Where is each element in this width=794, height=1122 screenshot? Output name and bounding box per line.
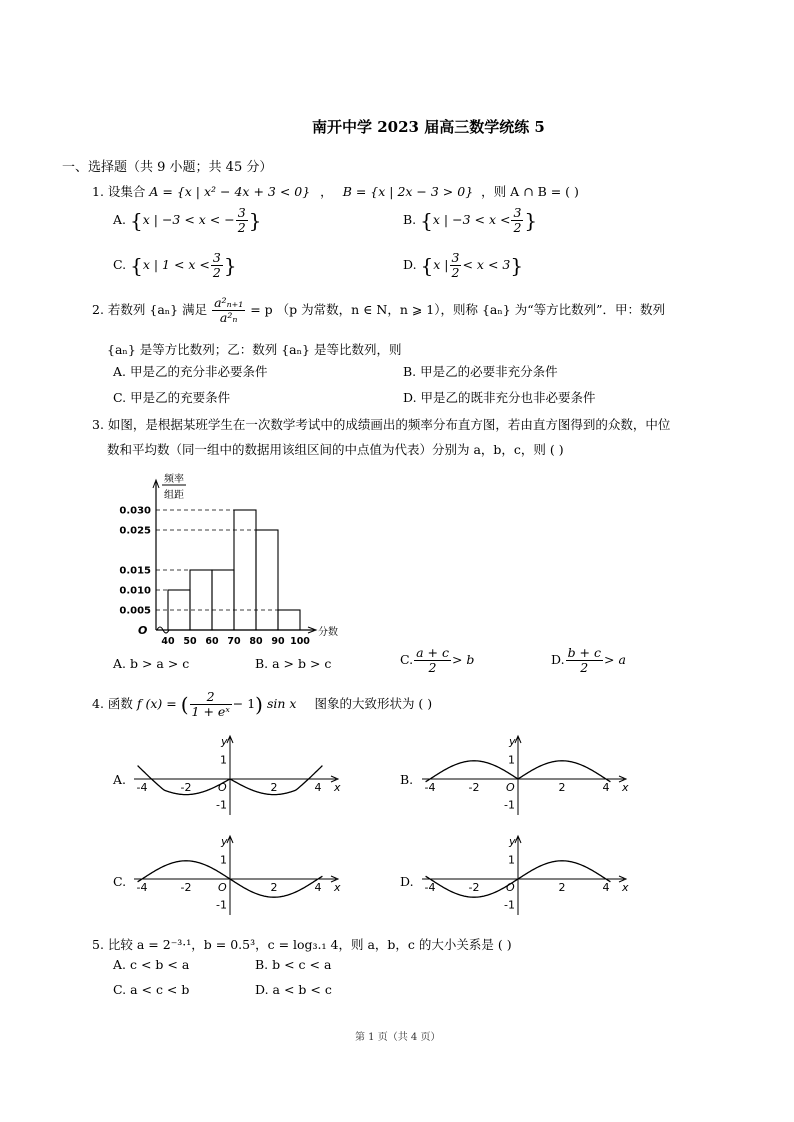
graph-x-label: x xyxy=(622,881,629,894)
question-2-stem xyxy=(92,296,665,325)
graph-x-tick: -4 xyxy=(136,881,148,894)
q4-frac-den: 1 + eˣ xyxy=(191,703,230,719)
graph-y-label: y xyxy=(509,835,516,848)
q4-frac-num: 2 xyxy=(190,690,232,705)
q1-option-b-den: 2 xyxy=(513,219,522,235)
q1-set-a: A = {x | x² − 4x + 3 < 0} xyxy=(149,184,311,199)
graph-tick-one: 1 xyxy=(220,853,227,867)
graph-x-label: x xyxy=(334,781,341,794)
q4-graph-b[interactable] xyxy=(418,733,630,817)
graph-x-tick: 2 xyxy=(558,781,566,794)
graph-x-tick: 4 xyxy=(602,881,610,894)
x-tick-label: 80 xyxy=(249,636,263,647)
x-tick-label: 70 xyxy=(227,636,241,647)
graph-x-label: x xyxy=(334,881,341,894)
graph-tick-one: 1 xyxy=(508,853,515,867)
q3-option-d-rest: > a xyxy=(604,651,626,667)
q1-option-d-label: D. xyxy=(403,256,417,272)
q1-comma: ， xyxy=(320,184,333,199)
x-tick-label: 90 xyxy=(271,636,285,647)
graph-y-label: y xyxy=(221,735,228,748)
section-heading: 一、选择题（共 9 小题；共 45 分） xyxy=(62,160,273,175)
q4-func-lhs: f (x) = xyxy=(136,695,177,711)
q4-option-d-label[interactable]: D. xyxy=(400,874,414,889)
graph-tick-one: 1 xyxy=(220,753,227,767)
question-1-stem xyxy=(92,182,579,200)
q4-graph-a[interactable] xyxy=(130,733,342,817)
q5-option-b[interactable]: B. b < c < a xyxy=(255,957,332,972)
q4-graph-d[interactable] xyxy=(418,833,630,917)
graph-x-tick: 4 xyxy=(602,781,610,794)
q2-option-a[interactable]: A. 甲是乙的充分非必要条件 xyxy=(113,364,268,379)
q1-option-b[interactable]: B. {x | −3 < x < $\frac{3}{2}$ } xyxy=(403,205,538,235)
q3-option-c-label: C. xyxy=(400,651,414,667)
x-tick-label: 100 xyxy=(290,636,310,647)
q1-option-c-num: 3 xyxy=(212,250,221,265)
origin-label: O xyxy=(138,624,148,637)
graph-origin-label: O xyxy=(218,881,227,894)
x-axis-label: 分数 xyxy=(318,627,338,638)
graph-x-tick: 4 xyxy=(314,881,322,894)
q2-frac-den: a²ₙ xyxy=(219,309,238,325)
q4-stem-pre: 4. 函数 xyxy=(92,695,133,711)
q1-option-c[interactable]: C. {x | 1 < x < $\frac{3}{2}$ } xyxy=(113,250,237,280)
q1-option-a-label: A. xyxy=(113,211,127,227)
q3-option-c-num: a + c xyxy=(416,645,449,660)
question-4-stem: 4. 函数 f (x) = ( $\frac{2}{\text{1 + eˣ}}$ − 1) sin x 图象的大致形状为 ( ) xyxy=(92,689,433,719)
q2-frac-num: a²ₙ₊₁ xyxy=(214,295,244,310)
graph-origin-label: O xyxy=(506,881,515,894)
y-tick-label: 0.010 xyxy=(119,585,151,597)
graph-x-tick: 4 xyxy=(314,781,322,794)
q3-option-c-rest: > b xyxy=(451,651,475,667)
histogram-bar xyxy=(234,510,256,630)
graph-x-tick: -2 xyxy=(180,881,192,894)
graph-origin-label: O xyxy=(506,781,515,794)
graph-tick-neg-one: -1 xyxy=(504,898,515,912)
q1-option-d-den: 2 xyxy=(451,264,460,280)
q1-option-d-right: < x < 3 xyxy=(462,256,511,272)
graph-x-tick: -4 xyxy=(424,781,436,794)
q1-option-c-label: C. xyxy=(113,256,127,272)
q4-func-sin: sin x xyxy=(266,695,297,711)
q5-option-c[interactable]: C. a < c < b xyxy=(113,982,190,997)
graph-x-tick: -4 xyxy=(424,881,436,894)
q1-option-d[interactable]: D. {x | $\frac{3}{2}$ < x < 3} xyxy=(403,250,524,280)
graph-tick-neg-one: -1 xyxy=(216,798,227,812)
q1-option-b-label: B. xyxy=(403,211,417,227)
question-5-stem: 5. 比较 a = 2⁻³·¹，b = 0.5³，c = log₃.₁ 4，则 a，b，c 的大小关系是 ( ) xyxy=(92,937,512,952)
q1-option-c-den: 2 xyxy=(212,264,221,280)
graph-x-tick: -2 xyxy=(468,781,480,794)
q3-option-d-label: D. xyxy=(551,651,565,667)
graph-y-label: y xyxy=(509,735,516,748)
graph-x-tick: -2 xyxy=(468,881,480,894)
q1-option-a-text: x | −3 < x < − xyxy=(142,211,235,227)
histogram-bar xyxy=(212,570,234,630)
q1-option-a-den: 2 xyxy=(237,219,246,235)
q1-stem-pre: 1. 设集合 xyxy=(92,184,150,199)
q5-option-a[interactable]: A. c < b < a xyxy=(113,957,190,972)
q1-option-d-num: 3 xyxy=(451,250,460,265)
histogram-bar xyxy=(256,530,278,630)
graph-y-label: y xyxy=(221,835,228,848)
q5-option-d[interactable]: D. a < b < c xyxy=(255,982,332,997)
graph-tick-neg-one: -1 xyxy=(216,898,227,912)
q1-set-b: B = {x | 2x − 3 > 0} xyxy=(342,184,474,199)
q1-option-a[interactable]: A. {x | −3 < x < − $\frac{3}{2}$ } xyxy=(113,205,262,235)
page-footer: 第 1 页（共 4 页） xyxy=(355,1032,441,1043)
y-label-top: 频率 xyxy=(164,474,184,485)
q3-option-d[interactable] xyxy=(551,646,626,675)
y-tick-label: 0.015 xyxy=(119,565,151,577)
q2-option-d[interactable]: D. 甲是乙的既非充分也非必要条件 xyxy=(403,390,596,405)
y-tick-label: 0.025 xyxy=(119,525,151,537)
x-tick-label: 60 xyxy=(205,636,219,647)
q2-option-b[interactable]: B. 甲是乙的必要非充分条件 xyxy=(403,364,558,379)
y-tick-label: 0.005 xyxy=(119,605,151,617)
graph-x-tick: 2 xyxy=(270,881,278,894)
q3-option-a[interactable]: A. b > a > c xyxy=(113,656,190,671)
graph-x-tick: 2 xyxy=(558,881,566,894)
q1-option-c-text: x | 1 < x < xyxy=(142,256,210,272)
y-label-bottom: 组距 xyxy=(164,490,184,501)
graph-x-tick: -2 xyxy=(180,781,192,794)
q3-option-c[interactable] xyxy=(400,646,474,675)
graph-tick-neg-one: -1 xyxy=(504,798,515,812)
q4-graph-c[interactable] xyxy=(130,833,342,917)
q3-line-1: 3. 如图，是根据某班学生在一次数学考试中的成绩画出的频率分布直方图，若由直方图得到的众数，中位 xyxy=(92,417,671,432)
q4-stem-post: 图象的大致形状为 ( ) xyxy=(314,695,433,711)
q1-option-b-text: x | −3 < x < xyxy=(432,211,511,227)
q1-option-d-text: x | xyxy=(433,256,449,272)
q4-func-rest: − 1 xyxy=(232,695,256,711)
x-tick-label: 50 xyxy=(183,636,197,647)
q4-option-b-label[interactable]: B. xyxy=(400,772,414,787)
q1-stem-post: ，则 A ∩ B = ( ) xyxy=(481,184,579,199)
q3-option-b[interactable]: B. a > b > c xyxy=(255,656,332,671)
q1-option-b-num: 3 xyxy=(513,205,522,220)
graph-origin-label: O xyxy=(218,781,227,794)
y-tick-label: 0.030 xyxy=(119,505,151,517)
q3-line-2: 数和平均数（同一组中的数据用该组区间的中点值为代表）分别为 a，b，c，则 ( ) xyxy=(107,442,564,457)
x-tick-label: 40 xyxy=(161,636,175,647)
q4-option-a-label[interactable]: A. xyxy=(113,772,127,787)
q1-option-a-num: 3 xyxy=(237,205,246,220)
frequency-histogram xyxy=(100,470,360,650)
histogram-bar xyxy=(278,610,300,630)
q3-option-d-num: b + c xyxy=(567,645,601,660)
q2-stem-mid: = p （p 为常数，n ∈ N，n ⩾ 1），则称 {aₙ} 为“等方比数列”．甲：数列 xyxy=(250,301,665,317)
page-title: 南开中学 2023 届高三数学统练 5 xyxy=(312,118,545,136)
q3-option-d-den: 2 xyxy=(580,659,589,675)
q4-option-c-label[interactable]: C. xyxy=(113,874,127,889)
q2-option-c[interactable]: C. 甲是乙的充要条件 xyxy=(113,390,231,405)
q2-stem-pre: 2. 若数列 {aₙ} 满足 xyxy=(92,301,208,317)
q3-option-c-den: 2 xyxy=(428,659,437,675)
graph-tick-one: 1 xyxy=(508,753,515,767)
graph-x-tick: 2 xyxy=(270,781,278,794)
graph-x-label: x xyxy=(622,781,629,794)
graph-x-tick: -4 xyxy=(136,781,148,794)
histogram-bar xyxy=(190,570,212,630)
q2-line-2: {aₙ} 是等方比数列；乙：数列 {aₙ} 是等比数列，则 xyxy=(107,342,402,357)
